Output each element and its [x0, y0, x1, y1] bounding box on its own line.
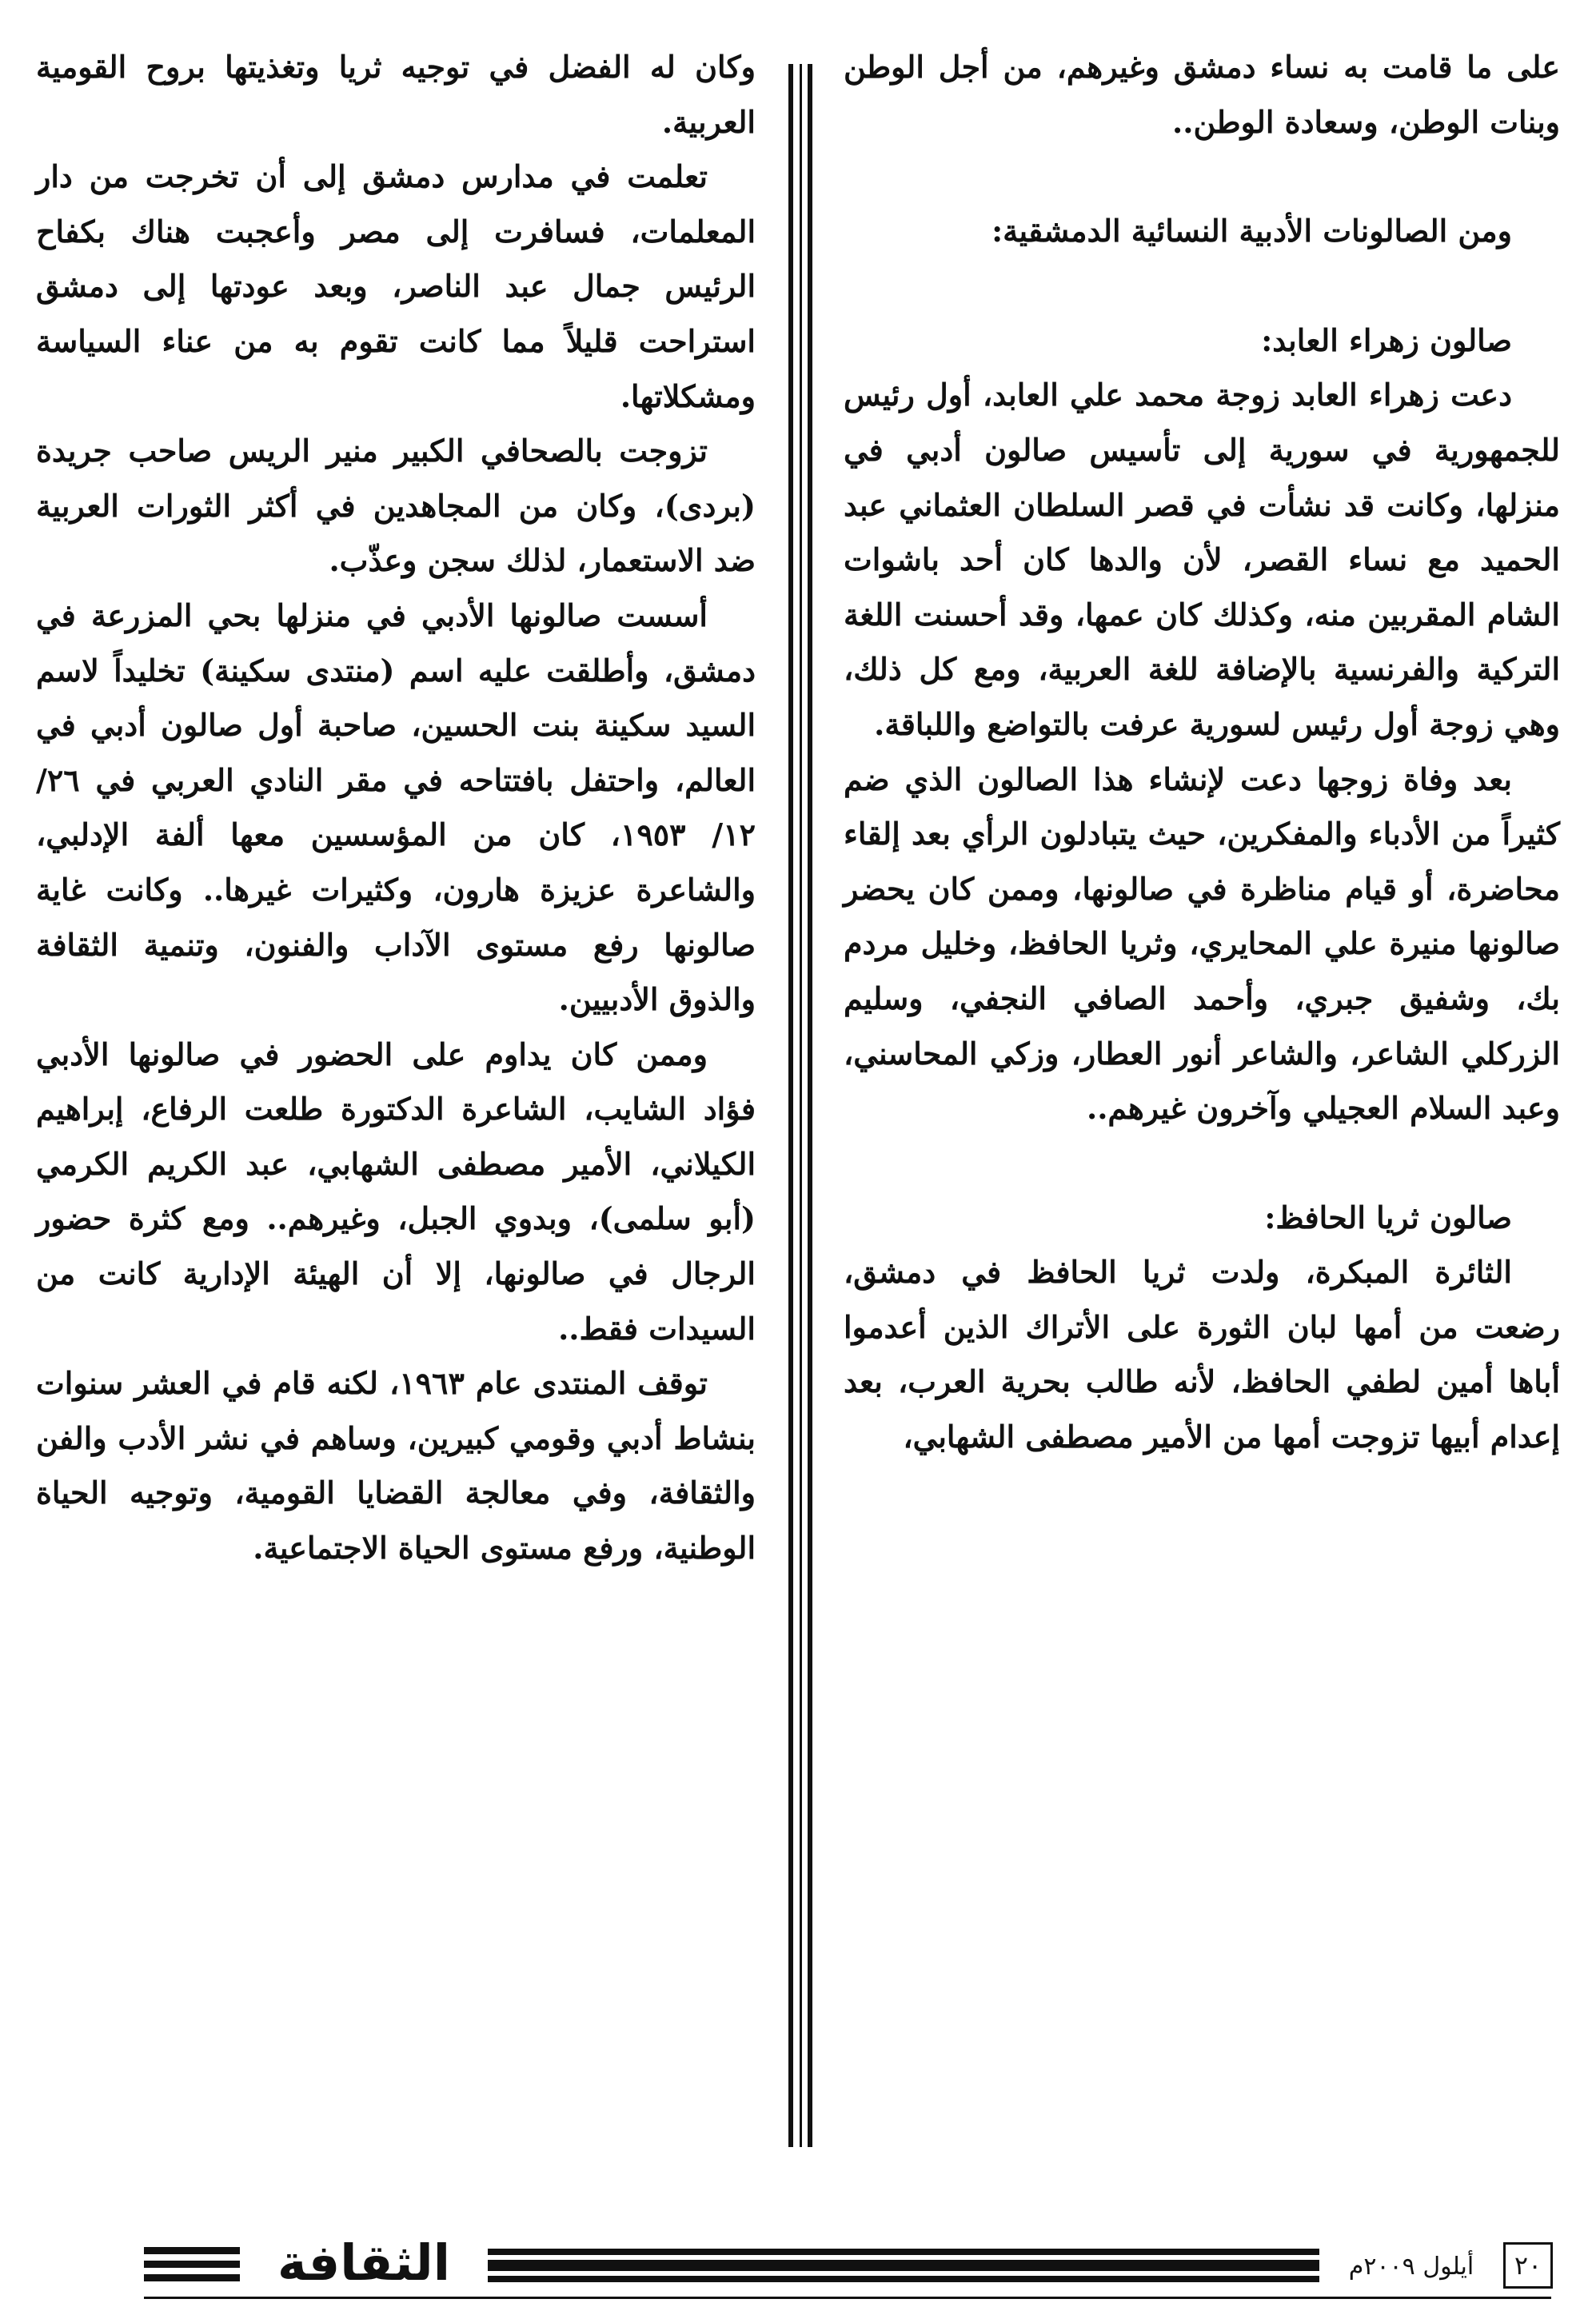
footer-decorative-bars: [488, 2249, 1319, 2289]
paragraph: بعد وفاة زوجها دعت لإنشاء هذا الصالون الذي ضم كثيراً من الأدباء والمفكرين، حيث يتبادلون الرأي بعد إلقاء محاضرة، أو قيام مناظرة في صالونها، وممن كان يحضر صالونها منيرة علي المحايري، وثريا الحافظ، وخليل مردم بك، وشفيق جبري، وأحمد الصافي النجفي، وسليم الزركلي الشاعر، والشاعر أنور العطار، وزكي المحاسني، وعبد السلام العجيلي وآخرون غيرهم..: [844, 760, 1560, 1127]
paragraph: تزوجت بالصحافي الكبير منير الريس صاحب جريدة (بردى)، وكان من المجاهدين في أكثر الثورات العربية ضد الاستعمار، لذلك سجن وعذّب.: [36, 433, 756, 579]
issue-date: أيلول ٢٠٠٩م: [1348, 2253, 1474, 2281]
paragraph: دعت زهراء العابد زوجة محمد علي العابد، أول رئيس للجمهورية في سورية إلى تأسيس صالون أدبي في منزلها، وكانت قد نشأت في قصر السلطان العثماني عبد الحميد مع نساء القصر، لأن والدها كان أحد باشوات الشام المقربين منه، وكذلك كان عمها، وقد أحسنت اللغة التركية والفرنسية بالإضافة للغة العربية، ومع كل ذلك، وهي زوجة أول رئيس لسورية عرفت بالتواضع واللباقة.: [844, 377, 1560, 742]
right-column: [844, 40, 1560, 1465]
magazine-logo: الثقافة: [277, 2233, 450, 2292]
paragraph: تعلمت في مدارس دمشق إلى أن تخرجت من دار المعلمات، فسافرت إلى مصر وأعجبت هناك بكفاح الرئيس جمال عبد الناصر، وبعد عودتها إلى دمشق استراحت قليلاً مما كانت تقوم به من عناء السياسة ومشكلاتها.: [36, 158, 756, 414]
footer-decorative-bars: [144, 2247, 240, 2287]
column-divider: [788, 64, 812, 2147]
paragraph: على ما قامت به نساء دمشق وغيرهم، من أجل الوطن وبنات الوطن، وسعادة الوطن..: [844, 49, 1560, 140]
page-footer: [144, 2233, 1551, 2295]
paragraph: أسست صالونها الأدبي في منزلها بحي المزرعة في دمشق، وأطلقت عليه اسم (منتدى سكينة) تخليداً لاسم السيد سكينة بنت الحسين، صاحبة أول صالون أدبي في العالم، واحتفل بافتتاحه في مقر النادي العربي في ٢٦/ ١٢/ ١٩٥٣، كان من المؤسسين معها ألفة الإدلبي، والشاعرة عزيزة هارون، وكثيرات غيرها.. وكانت غاية صالونها رفع مستوى الآداب والفنون، وتنمية الثقافة والذوق الأدبيين.: [36, 597, 756, 1018]
paragraph: وممن كان يداوم على الحضور في صالونها الأدبي فؤاد الشايب، الشاعرة الدكتورة طلعت الرفاع، إبراهيم الكيلاني، الأمير مصطفى الشهابي، عبد الكريم الكرمي (أبو سلمى)، وبدوي الجبل، وغيرهم.. ومع كثرة حضور الرجال في صالونها، إلا أن الهيئة الإدارية كانت من السيدات فقط..: [36, 1036, 756, 1347]
footer-rule: [144, 2297, 1551, 2299]
section-heading-thuraya-alhafez: صالون ثريا الحافظ:: [1264, 1199, 1512, 1235]
section-intro: ومن الصالونات الأدبية النسائية الدمشقية:: [992, 213, 1512, 249]
section-heading-zahraa-alabed: صالون زهراء العابد:: [1261, 321, 1512, 358]
left-column: [36, 40, 756, 1576]
paragraph: الثائرة المبكرة، ولدت ثريا الحافظ في دمشق، رضعت من أمها لبان الثورة على الأتراك الذين أعدموا أباها أمين لطفي الحافظ، لأنه طالب بحرية العرب، بعد إعدام أبيها تزوجت أمها من الأمير مصطفى الشهابي،: [844, 1254, 1560, 1455]
paragraph: وكان له الفضل في توجيه ثريا وتغذيتها بروح القومية العربية.: [36, 49, 756, 140]
page-number: ٢٠: [1503, 2242, 1553, 2289]
paragraph: توقف المنتدى عام ١٩٦٣، لكنه قام في العشر سنوات بنشاط أدبي وقومي كبيرين، وساهم في نشر الأدب والفن والثقافة، وفي معالجة القضايا القومية، وتوجيه الحياة الوطنية، ورفع مستوى الحياة الاجتماعية.: [36, 1365, 756, 1567]
